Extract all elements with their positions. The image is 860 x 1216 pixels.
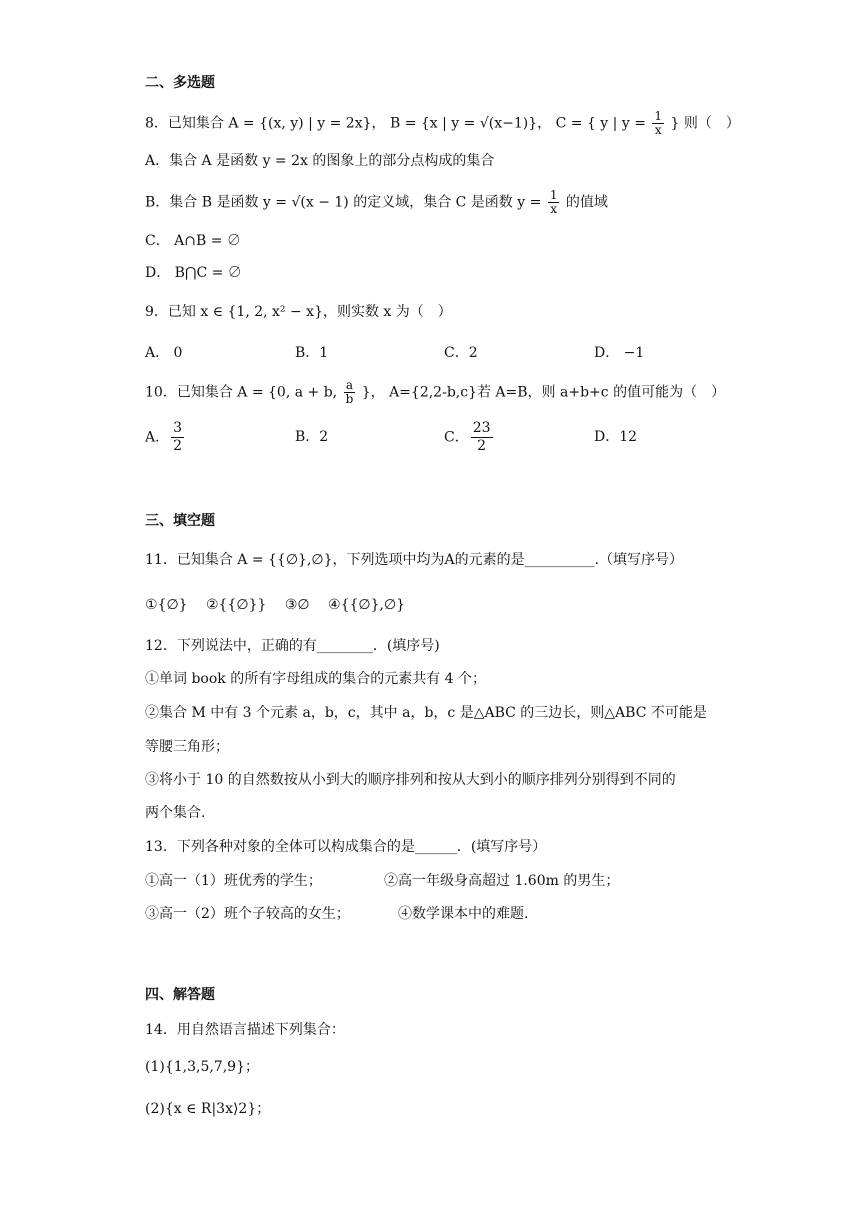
q12-statement-2-cont: 等腰三角形； [145,739,229,755]
q14-part-2: (2){x ∈ R|3x⟩2}； [145,1101,271,1117]
q13-item-3: ③高一（2）班个子较高的女生； [145,906,350,922]
question-12-stem: 12．下列说法中，正确的有________．(填序号) [145,638,440,654]
q8-option-b-numerator: 1 [549,188,558,202]
q10-fraction-numerator: a [344,379,356,393]
q10-set-a: 10．已知集合 A = {0, a + b, [145,384,338,401]
q10-option-a-label: A． [145,429,170,446]
q10-option-c-denominator: 2 [477,438,487,454]
q8-option-b-denominator: x [550,202,558,216]
question-10-stem [145,379,725,406]
q12-statement-1: ①单词 book 的所有字母组成的集合的元素共有 4 个； [145,671,487,687]
q8-set-a: 8．已知集合 A = {(x, y) | y = 2x}， [145,115,386,132]
q8-set-b: B = {x | y = √(x−1)}， [389,115,552,132]
q13-item-4: ④数学课本中的难题. [398,906,529,922]
q10-option-c-fraction [471,420,493,455]
q9-option-d: D． −1 [594,345,645,361]
q10-option-a-denominator: 2 [173,438,183,454]
q14-part-1: (1){1,3,5,7,9}； [145,1059,259,1075]
q8-option-c: C． A∩B = ∅ [145,233,241,249]
q8-set-c-label: C = [555,115,583,132]
q10-fraction [344,379,356,406]
q8-option-b [145,189,608,216]
section-heading-multi-choice: 二、多选题 [145,75,215,91]
q12-statement-3: ③将小于 10 的自然数按从小到大的顺序排列和按从大到小的顺序排列分别得到不同的 [145,772,676,788]
q10-stem-tail: }， A={2,2-b,c}若 A=B，则 a+b+c 的值可能为（ ） [361,384,726,401]
q10-fraction-denominator: b [345,392,354,406]
q10-option-c-numerator: 23 [472,420,491,436]
section-heading-fill-blank: 三、填空题 [145,513,215,529]
q9-option-b: B．1 [295,345,329,361]
q11-options: ①{∅} ②{{∅}} ③∅ ④{{∅},∅} [145,597,406,613]
q8-set-c-close: } [670,115,680,132]
question-8-stem [145,110,740,137]
q13-item-1: ①高一（1）班优秀的学生； [145,873,322,889]
q10-option-a-numerator: 3 [173,420,183,436]
q8-set-c-open: { y | y = [586,115,646,132]
q10-option-d: D．12 [594,429,638,445]
q10-option-a [145,420,186,455]
question-11-stem: 11．已知集合 A = {{∅},∅}，下列选项中均为A的元素的是__________.（填写序号） [145,552,684,568]
q9-option-c: C．2 [444,345,478,361]
section-heading-answer: 四、解答题 [145,987,215,1003]
q10-option-c [444,420,495,455]
q12-statement-3-cont: 两个集合. [145,805,206,821]
q9-option-a: A． 0 [145,345,183,361]
q8-option-a: A．集合 A 是函数 y = 2x 的图象上的部分点构成的集合 [145,153,495,169]
q8-option-b-text: B．集合 B 是函数 y = √(x − 1) 的定义域，集合 C 是函数 y = [145,194,542,211]
question-14-stem: 14．用自然语言描述下列集合： [145,1022,345,1038]
q8-option-b-fraction [548,189,560,216]
q8-fraction [652,110,664,137]
q13-item-2: ②高一年级身高超过 1.60m 的男生； [384,873,620,889]
q10-option-c-label: C． [444,429,469,446]
q8-answer-bracket: 则（ ） [683,115,740,132]
q8-option-b-tail: 的值域 [565,194,608,211]
question-9-stem: 9．已知 x ∈ {1, 2, x² − x}，则实数 x 为（ ） [145,304,452,320]
question-13-stem: 13．下列各种对象的全体可以构成集合的是______．(填写序号） [145,839,547,855]
q8-option-d: D． B⋂C = ∅ [145,265,242,281]
q8-fraction-denominator: x [654,123,662,137]
q10-option-a-fraction [171,420,184,455]
q8-fraction-numerator: 1 [654,109,663,123]
q10-option-b: B．2 [295,429,329,445]
q12-statement-2: ②集合 M 中有 3 个元素 a，b，c，其中 a，b，c 是△ABC 的三边长，则△ABC 不可能是 [145,705,707,721]
